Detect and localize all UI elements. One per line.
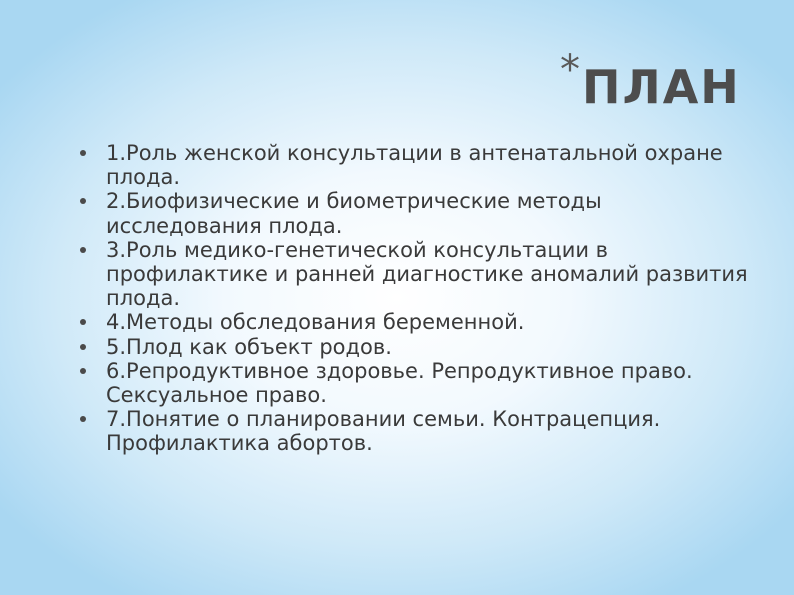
plan-item-text: 3.Роль медико-генетической консультации в профилактике и ранней диагностике аномалий развития плода. bbox=[106, 237, 748, 311]
plan-item-text: 1.Роль женской консультации в антенатальной охране плода. bbox=[106, 141, 723, 190]
bullet-dot-icon bbox=[80, 416, 86, 422]
plan-list bbox=[80, 141, 760, 456]
bullet-dot-icon bbox=[80, 247, 86, 253]
plan-item-3 bbox=[80, 238, 760, 311]
plan-item-1 bbox=[80, 141, 760, 189]
bullet-dot-icon bbox=[80, 319, 86, 325]
bullet-dot-icon bbox=[80, 344, 86, 350]
plan-item-text: 4.Методы обследования беременной. bbox=[106, 310, 525, 335]
plan-item-4 bbox=[80, 310, 760, 334]
plan-item-text: 7.Понятие о планировании семьи. Контрацепция. Профилактика абортов. bbox=[106, 407, 661, 456]
plan-item-7 bbox=[80, 407, 760, 455]
title-text: ПЛАН bbox=[582, 60, 741, 114]
asterisk-icon: * bbox=[560, 47, 580, 93]
bullet-dot-icon bbox=[80, 368, 86, 374]
plan-item-text: 6.Репродуктивное здоровье. Репродуктивное право. Сексуальное право. bbox=[106, 358, 693, 408]
bullet-dot-icon bbox=[80, 198, 86, 204]
plan-item-text: 5.Плод как объект родов. bbox=[106, 334, 392, 359]
plan-item-6 bbox=[80, 359, 760, 407]
plan-item-text: 2.Биофизические и биометрические методы исследования плода. bbox=[106, 189, 602, 238]
plan-item-5 bbox=[80, 335, 760, 359]
plan-item-2 bbox=[80, 189, 760, 237]
bullet-dot-icon bbox=[80, 150, 86, 156]
slide-title bbox=[560, 47, 741, 114]
